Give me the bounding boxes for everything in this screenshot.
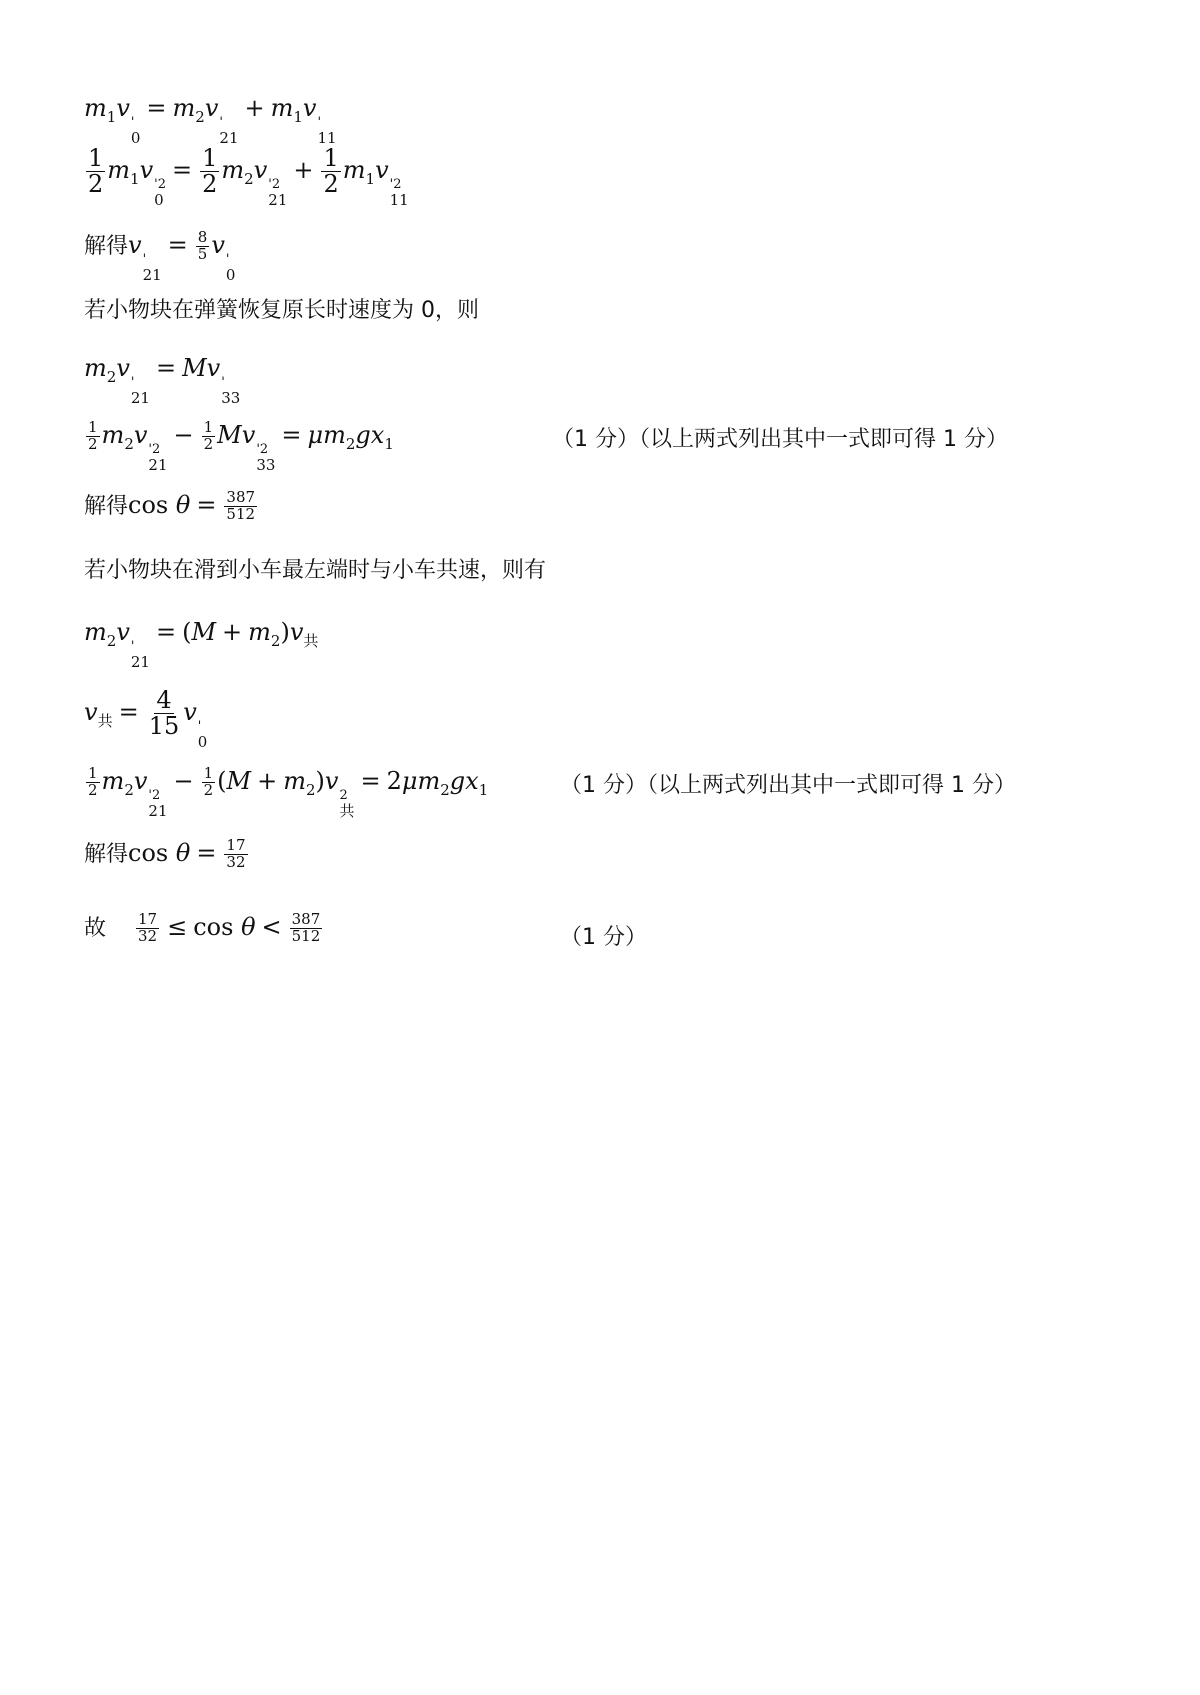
solve-v21: [84, 230, 235, 282]
equation-momentum-1: $m_1v$ ' 0 = $m_2v$ ' 21 + $m_1v$ ' 11: [84, 94, 337, 147]
solve-v21-expression: v ' 21 = $\frac{8}{5}$ v ' 0: [128, 228, 236, 284]
equation-momentum-3: $m_2v$ ' 21 = $(M + m_2)v_共$: [84, 618, 319, 671]
score-note-3: （1 分）: [560, 925, 647, 950]
score-note-2: （1 分）（以上两式列出其中一式即可得 1 分）: [560, 773, 1016, 798]
score-note-1: （1 分）（以上两式列出其中一式即可得 1 分）: [552, 427, 1008, 452]
conclusion-expression: $\frac{17}{32}$ ≤ cos θ < $\frac{387}{512}$: [138, 910, 321, 945]
solve-label: 解得: [84, 841, 129, 867]
case-common-speed-text: 若小物块在滑到小车最左端时与小车共速，则有: [84, 558, 547, 583]
solve-label: 解得: [84, 233, 129, 259]
conclusion-label: 故: [84, 915, 107, 941]
equation-momentum-2: $m_2v$ ' 21 = Mv ' 33: [84, 354, 241, 407]
solve-cos-17-expression: cos θ = $\frac{17}{32}$: [128, 836, 246, 871]
solve-label: 解得: [84, 493, 129, 519]
equation-energy-3: $\frac{1}{2}$ $m_2v$ '2 21 − $\frac{1}{2}$ $(M + m_2)v$ 2 共 = $2\mu m_2gx_1$: [88, 764, 489, 820]
solve-cos-17: [84, 838, 250, 871]
solve-cos-387-expression: cos θ = $\frac{387}{512}$: [128, 488, 256, 523]
conclusion: [84, 912, 324, 945]
equation-energy-1: $\frac{1}{2}$ $m_1v$ '2 0 = $\frac{1}{2}$ $m_2v$ '2 21 + $\frac{1}{2}$ $m_1v$ '2 11: [88, 144, 409, 210]
equation-energy-2: $\frac{1}{2}$ $m_2v$ '2 21 − $\frac{1}{2}$ Mv '2 33 = $\mu m_2gx_1$: [88, 418, 394, 474]
case-spring-text: 若小物块在弹簧恢复原长时速度为 0，则: [84, 298, 479, 323]
equation-common-speed: $v_共$ = $\frac{4}{15}$ v ' 0: [84, 686, 208, 752]
solve-cos-387: [84, 490, 259, 523]
